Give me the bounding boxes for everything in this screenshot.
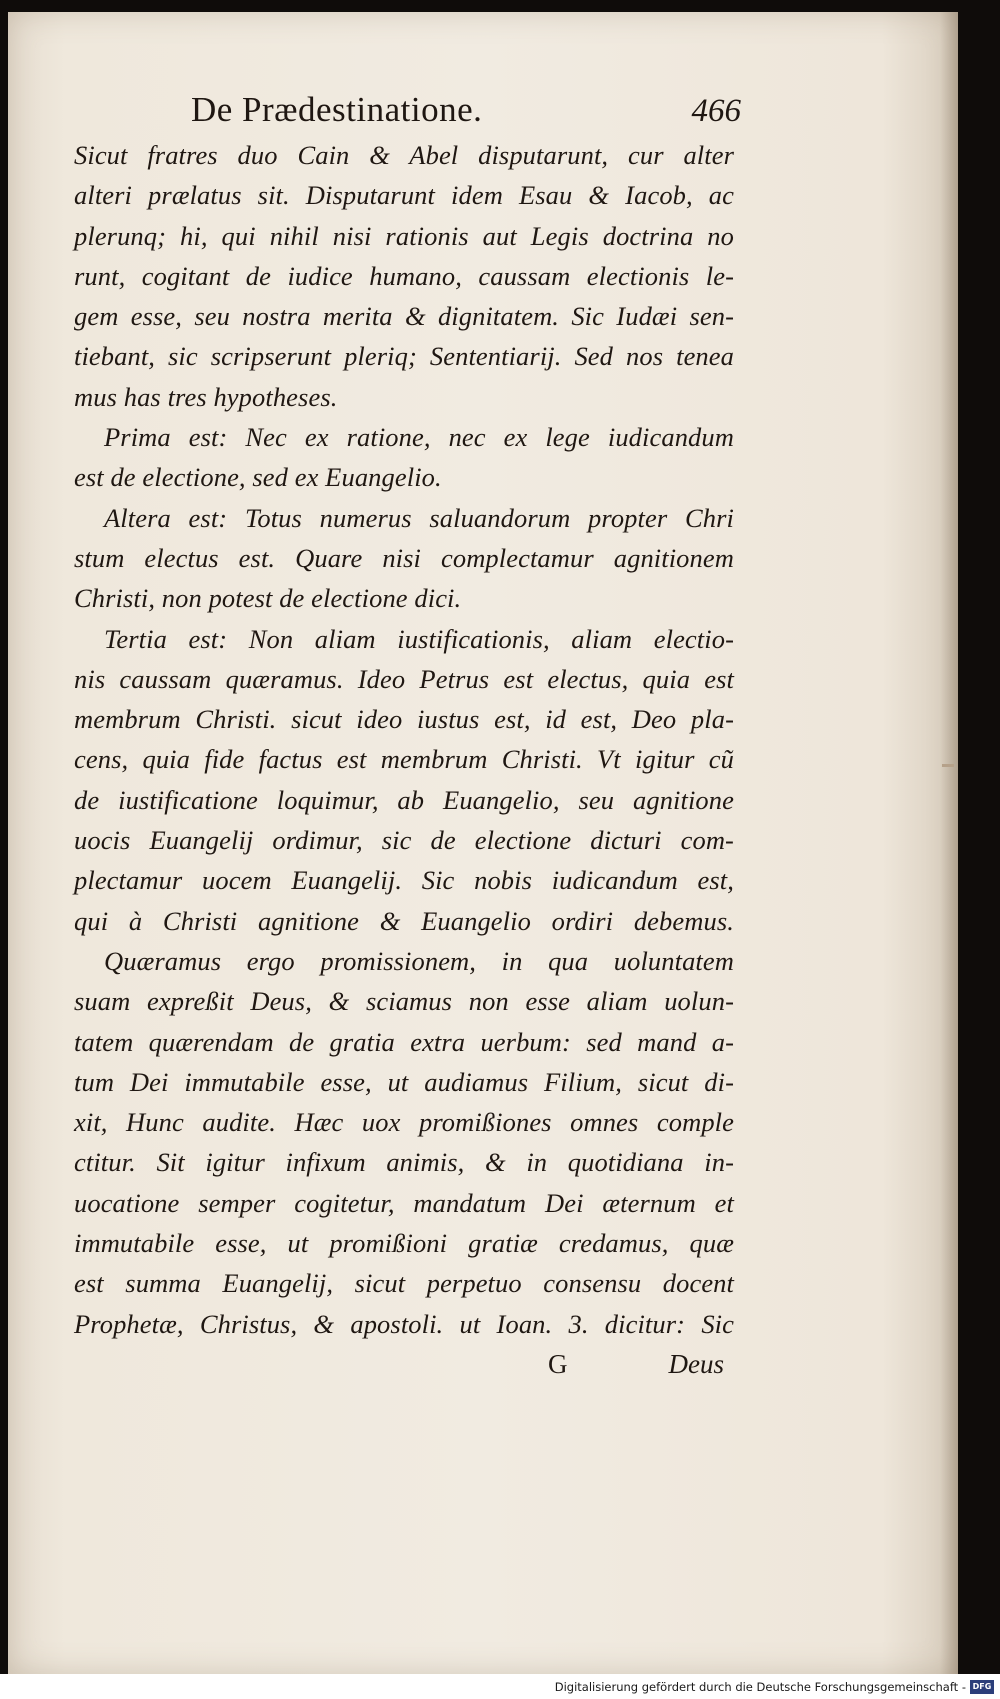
catchline [74, 1344, 734, 1384]
page-number: 466 [691, 93, 741, 129]
text-line: ctitur. Sit igitur infixum animis, & in quotidiana in- [74, 1147, 734, 1178]
text-line: Christi, non potest de electione dici. [74, 583, 462, 614]
text-line: runt, cogitant de iudice humano, caussam electionis le- [74, 260, 734, 291]
digitization-footer [0, 1674, 1000, 1699]
text-line: mus has tres hypotheses. [74, 381, 338, 412]
text-line: de iustificatione loquimur, ab Euangelio, seu agnitione [74, 784, 734, 815]
text-line: Altera est: Totus numerus saluandorum propter Chri [104, 502, 734, 533]
text-line: gem esse, seu nostra merita & dignitatem. Sic Iudæi sen- [74, 301, 734, 332]
text-line: plectamur uocem Euangelij. Sic nobis iudicandum est, [74, 865, 734, 896]
text-line: Prima est: Nec ex ratione, nec ex lege iudicandum [104, 422, 734, 453]
text-line: xit, Hunc audite. Hæc uox promißiones omnes comple [74, 1107, 734, 1138]
text-line: stum electus est. Quare nisi complectamur agnitionem [74, 542, 734, 573]
signature-mark: G [548, 1348, 568, 1379]
text-line: immutabile esse, ut promißioni gratiæ credamus, quæ [74, 1228, 734, 1259]
text-line: Sicut fratres duo Cain & Abel disputarunt, cur alter [74, 140, 734, 170]
text-line: Tertia est: Non aliam iustificationis, aliam electio- [104, 623, 734, 654]
text-line: qui à Christi agnitione & Euangelio ordiri debemus. [74, 905, 734, 936]
text-line: cens, quia fide factus est membrum Christi. Vt igitur cũ [74, 744, 734, 775]
page-edge-shadow [940, 12, 958, 1674]
text-line: Quæramus ergo promissionem, in qua uoluntatem [104, 945, 734, 976]
text-line: uocis Euangelij ordimur, sic de electione dicturi com- [74, 825, 734, 856]
running-title: De Prædestinatione. [191, 90, 483, 129]
dfg-logo: DFG [970, 1680, 994, 1694]
text-line: tum Dei immutabile esse, ut audiamus Filium, sicut di- [74, 1066, 734, 1097]
text-line: est de electione, sed ex Euangelio. [74, 462, 442, 493]
text-line: tiebant, sic scripserunt pleriq; Sententiarij. Sed nos tenea [74, 341, 734, 372]
text-line: suam expreßit Deus, & sciamus non esse aliam uolun- [74, 986, 734, 1017]
text-line: plerunq; hi, qui nihil nisi rationis aut Legis doctrina no [74, 220, 734, 251]
text-line: est summa Euangelij, sicut perpetuo consensu docent [74, 1268, 734, 1299]
text-line: Prophetæ, Christus, & apostoli. ut Ioan. 3. dicitur: Sic [74, 1308, 734, 1339]
text-line: uocatione semper cogitetur, mandatum Dei æternum et [74, 1187, 734, 1218]
text-line: tatem quærendam de gratia extra uerbum: sed mand a- [74, 1026, 734, 1057]
book-page [8, 12, 958, 1674]
funding-credit: Digitalisierung gefördert durch die Deutsche Forschungsgemeinschaft - [554, 1679, 966, 1694]
text-line: nis caussam quæramus. Ideo Petrus est electus, quia est [74, 663, 734, 694]
text-line: alteri prælatus sit. Disputarunt idem Esau & Iacob, ac [74, 180, 734, 211]
catchword: Deus [668, 1348, 724, 1379]
body-text [38, 135, 928, 1344]
running-head [191, 90, 781, 135]
margin-mark [942, 764, 954, 767]
page-text-block [38, 90, 928, 1384]
text-line: membrum Christi. sicut ideo iustus est, id est, Deo pla- [74, 704, 734, 735]
